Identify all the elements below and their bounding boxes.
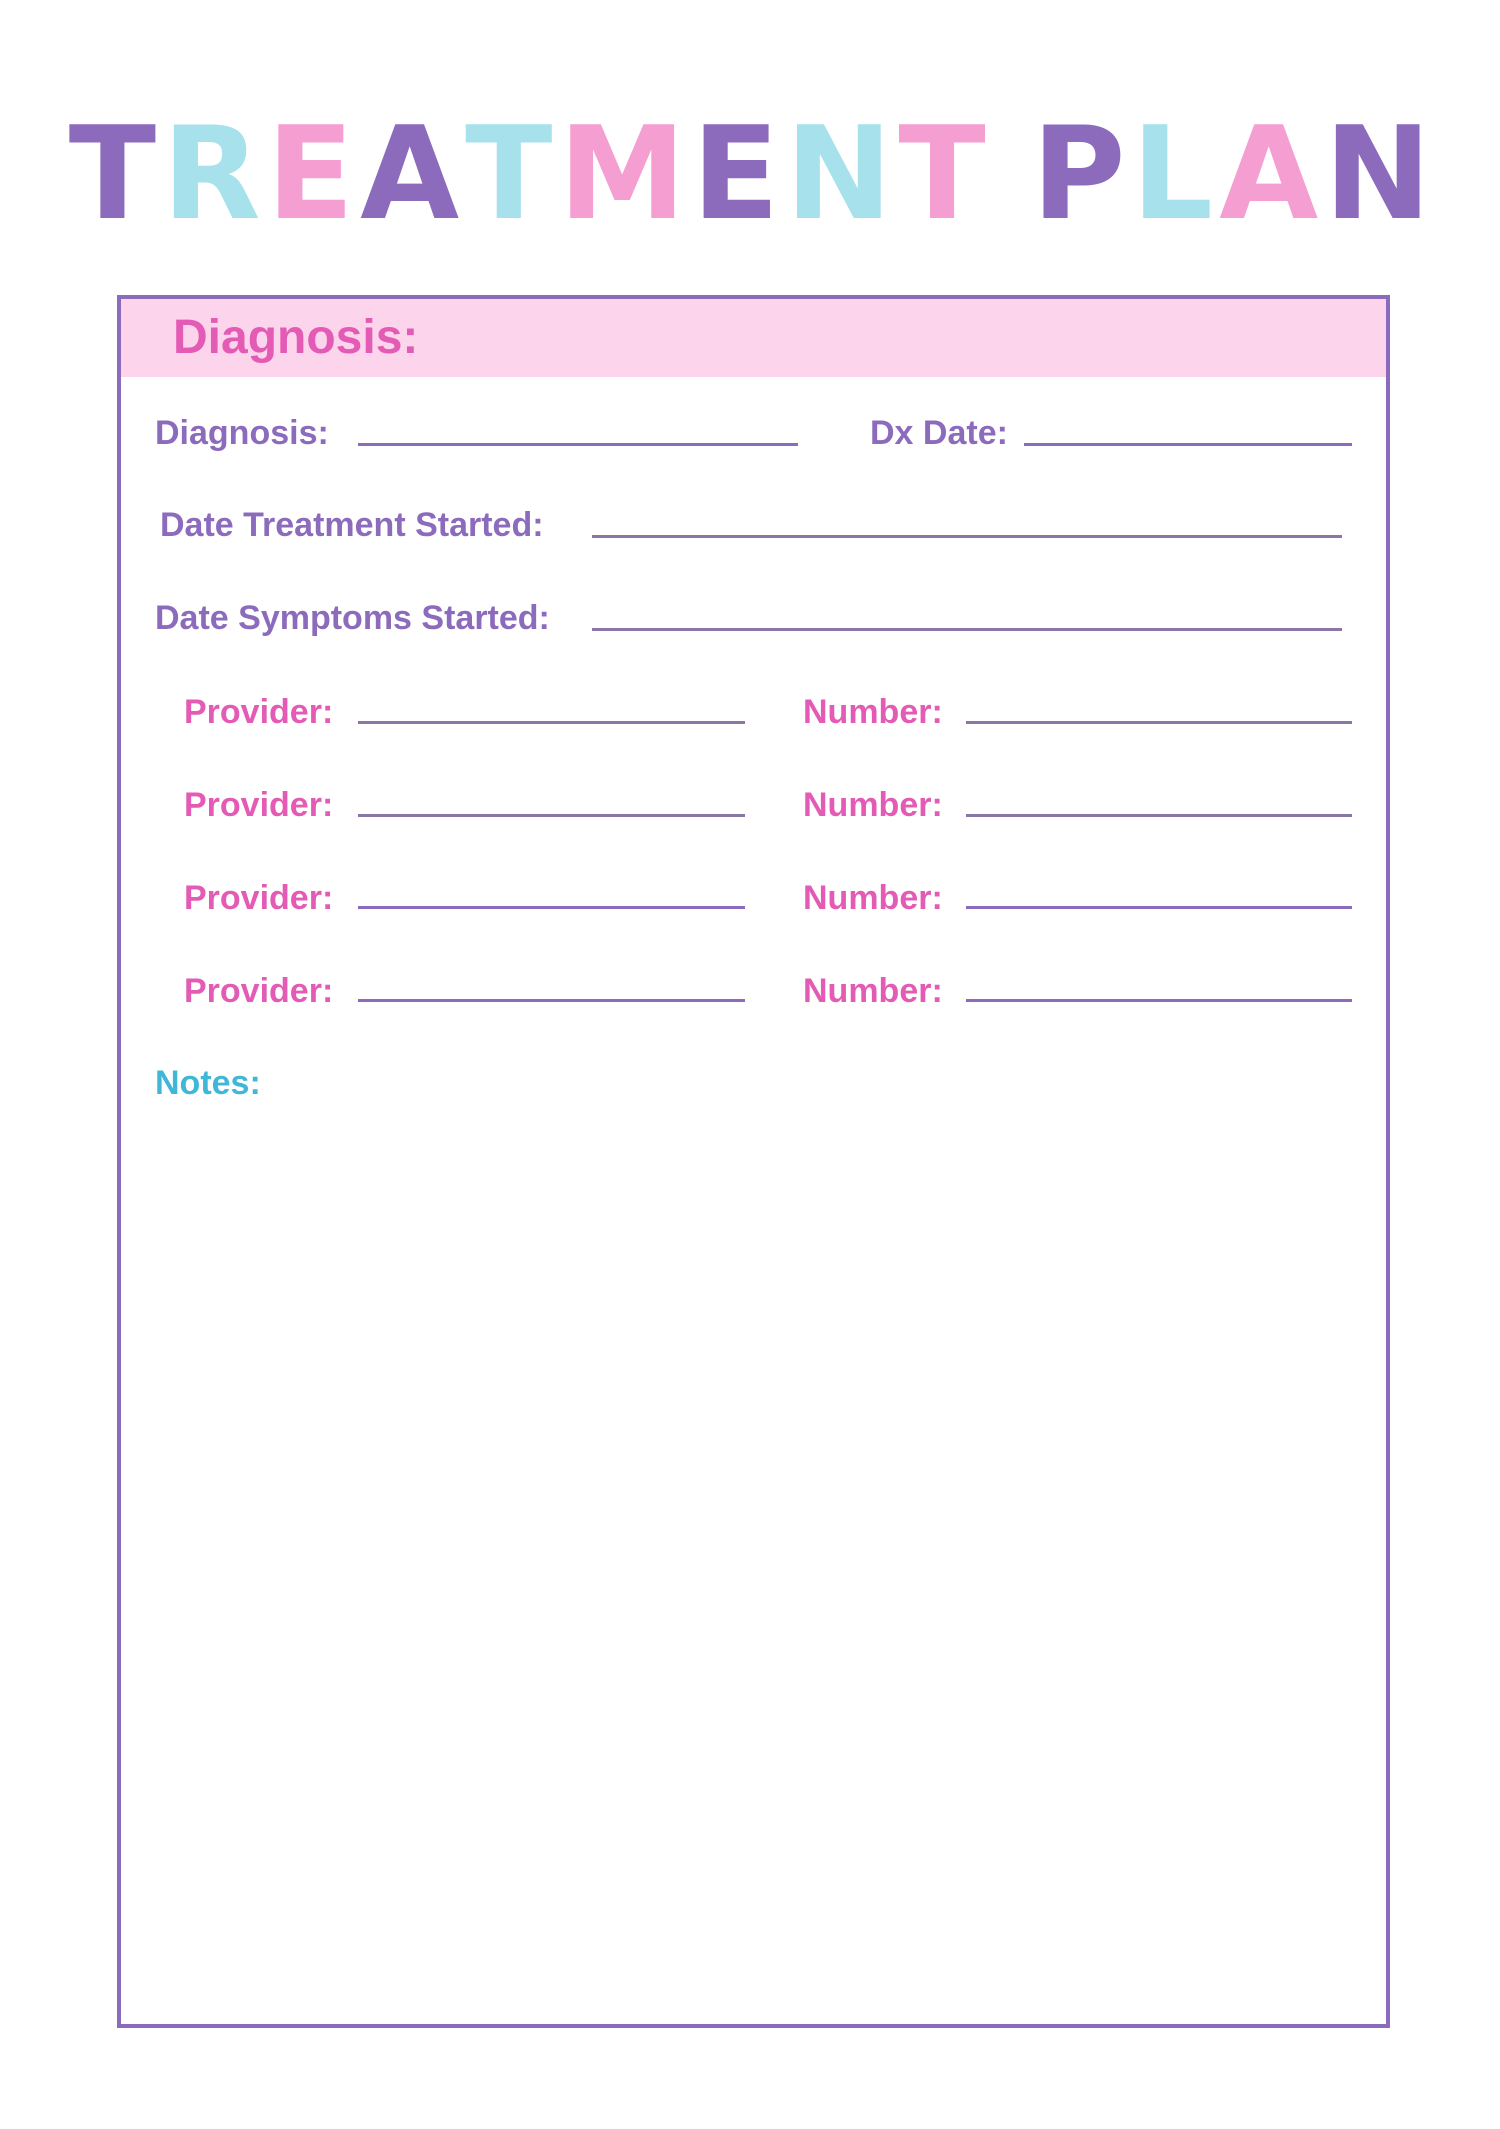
number-field[interactable] bbox=[966, 999, 1352, 1002]
date-treatment-started-field[interactable] bbox=[592, 535, 1342, 538]
title-letter: M bbox=[558, 100, 686, 249]
number-label: Number: bbox=[803, 972, 943, 1010]
date-treatment-started-label: Date Treatment Started: bbox=[160, 506, 544, 544]
title-letter: L bbox=[1131, 100, 1214, 249]
title-letter: T bbox=[898, 100, 986, 249]
dx-date-field[interactable] bbox=[1024, 443, 1352, 446]
notes-label: Notes: bbox=[155, 1064, 261, 1102]
provider-field[interactable] bbox=[358, 814, 745, 817]
provider-label: Provider: bbox=[184, 786, 334, 824]
notes-area[interactable] bbox=[125, 1110, 1380, 2015]
number-label: Number: bbox=[803, 786, 943, 824]
title-letter: T bbox=[68, 100, 157, 249]
title-letter: R bbox=[162, 100, 261, 249]
number-field[interactable] bbox=[966, 906, 1352, 909]
provider-field[interactable] bbox=[358, 721, 745, 724]
provider-label: Provider: bbox=[184, 879, 334, 917]
title-letter: P bbox=[1031, 100, 1126, 249]
title-letter: N bbox=[1324, 100, 1432, 249]
title-letter: T bbox=[465, 100, 553, 249]
section-header-title: Diagnosis: bbox=[173, 311, 419, 364]
page-title bbox=[0, 100, 1500, 249]
number-label: Number: bbox=[803, 879, 943, 917]
title-letter: A bbox=[1219, 100, 1319, 249]
diagnosis-label: Diagnosis: bbox=[155, 414, 329, 452]
number-field[interactable] bbox=[966, 721, 1352, 724]
section-header bbox=[121, 299, 1386, 377]
diagnosis-field[interactable] bbox=[358, 443, 798, 446]
date-symptoms-started-label: Date Symptoms Started: bbox=[155, 599, 550, 637]
provider-field[interactable] bbox=[358, 999, 745, 1002]
title-letter: N bbox=[785, 100, 893, 249]
title-letter: E bbox=[266, 100, 355, 249]
provider-field[interactable] bbox=[358, 906, 745, 909]
date-symptoms-started-field[interactable] bbox=[592, 628, 1342, 631]
dx-date-label: Dx Date: bbox=[870, 414, 1008, 452]
number-field[interactable] bbox=[966, 814, 1352, 817]
title-letter: A bbox=[360, 100, 460, 249]
title-letter: E bbox=[691, 100, 780, 249]
provider-label: Provider: bbox=[184, 693, 334, 731]
number-label: Number: bbox=[803, 693, 943, 731]
provider-label: Provider: bbox=[184, 972, 334, 1010]
